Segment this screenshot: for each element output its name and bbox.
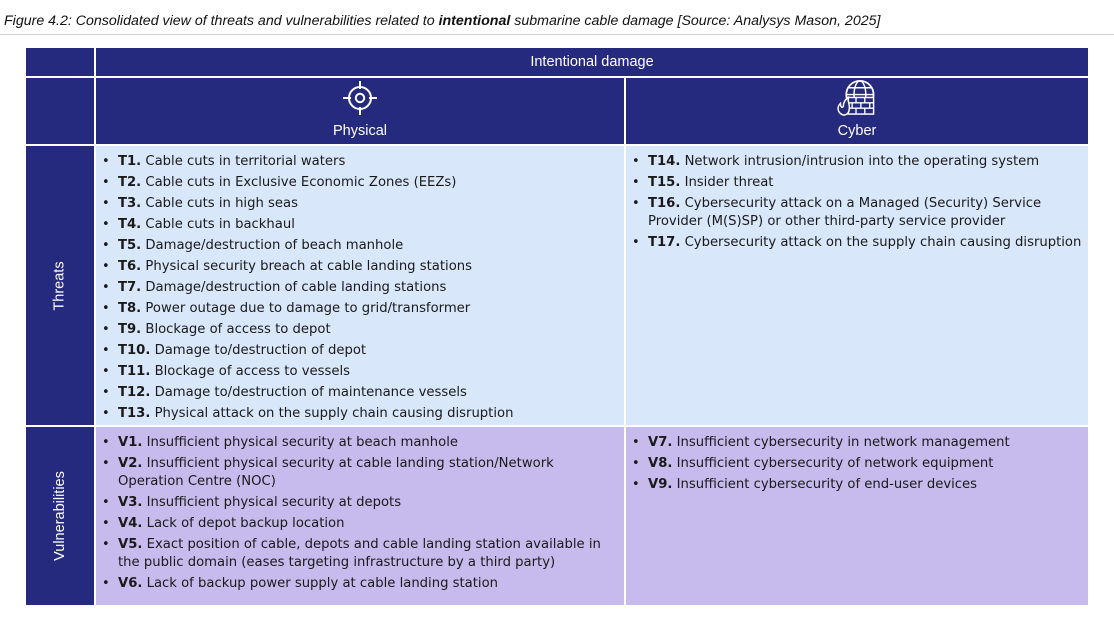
cell-vulnerabilities-cyber [626,427,1088,605]
cell-vulnerabilities-physical [96,427,624,605]
item-code: T15. [648,175,681,190]
item-code: V5. [118,537,143,552]
firewall-globe-icon [834,78,880,117]
corner-cell-lower [26,78,94,144]
item-text: Network intrusion/intrusion into the operating system [684,154,1040,169]
item-code: V2. [118,456,143,471]
item-text: Insufficient cybersecurity of network equipment [676,456,994,471]
list-item [96,363,618,381]
item-code: T17. [648,235,681,250]
item-text: Damage to/destruction of maintenance vessels [154,385,467,400]
caption-emphasis: intentional [438,13,511,29]
list-item [96,258,618,276]
item-text: Insufficient cybersecurity of end-user devices [676,477,978,492]
item-code: V4. [118,516,143,531]
item-code: V8. [648,456,673,471]
cell-threats-cyber [626,146,1088,425]
item-text: Physical attack on the supply chain causing disruption [154,406,514,421]
list-item [626,455,1082,473]
threats-vulnerabilities-table [26,48,1088,605]
row-label-vulnerabilities-text: Vulnerabilities [52,471,69,561]
list-item [626,476,1082,494]
item-text: Cybersecurity attack on a Managed (Security) Service Provider (M(S)SP) or other third-party service provider [648,196,1042,229]
item-text: Insufficient cybersecurity in network management [676,435,1010,450]
table-title: Intentional damage [96,48,1088,76]
item-code: T3. [118,196,142,211]
item-text: Cable cuts in territorial waters [145,154,346,169]
vulnerabilities-physical-list [96,427,624,593]
item-text: Cybersecurity attack on the supply chain causing disruption [684,235,1082,250]
list-item [96,237,618,255]
item-code: T6. [118,259,142,274]
caption-prefix: Figure 4.2: Consolidated view of threats and vulnerabilities related to [4,13,435,29]
list-item [96,279,618,297]
caption-divider [0,34,1114,35]
list-item [96,321,618,339]
item-code: T8. [118,301,142,316]
item-code: T9. [118,322,142,337]
row-label-vulnerabilities [26,427,94,605]
item-text: Damage/destruction of cable landing stations [145,280,447,295]
item-text: Physical security breach at cable landing stations [145,259,472,274]
item-text: Cable cuts in high seas [145,196,298,211]
threats-cyber-list [626,146,1088,252]
corner-cell [26,48,94,76]
item-code: V6. [118,576,143,591]
item-text: Cable cuts in Exclusive Economic Zones (EEZs) [145,175,457,190]
list-item [96,153,618,171]
item-code: T2. [118,175,142,190]
item-text: Lack of backup power supply at cable landing station [146,576,499,591]
item-text: Insufficient physical security at depots [146,495,402,510]
vulnerabilities-cyber-list [626,427,1088,494]
list-item [96,434,618,452]
threats-physical-list [96,146,624,423]
item-text: Insufficient physical security at beach manhole [146,435,458,450]
row-label-threats [26,146,94,425]
item-text: Insider threat [684,175,774,190]
item-text: Lack of depot backup location [146,516,345,531]
item-text: Blockage of access to depot [145,322,331,337]
item-text: Damage/destruction of beach manhole [145,238,404,253]
list-item [96,174,618,192]
list-item [626,174,1082,192]
item-code: V9. [648,477,673,492]
caption-suffix: submarine cable damage [Source: Analysys Mason, 2025] [514,13,881,29]
item-code: T10. [118,343,151,358]
figure-caption [4,13,880,29]
list-item [96,455,618,491]
item-code: T5. [118,238,142,253]
list-item [96,515,618,533]
list-item [626,195,1082,231]
item-code: T7. [118,280,142,295]
list-item [96,384,618,402]
item-code: T16. [648,196,681,211]
item-text: Insufficient physical security at cable landing station/Network Operation Centre (NOC) [118,456,554,489]
item-text: Exact position of cable, depots and cable landing station available in the public domain (eases targeting infrastructure by a third party) [118,537,601,570]
column-header-physical [96,78,624,144]
cell-threats-physical [96,146,624,425]
column-label-cyber: Cyber [837,123,877,139]
list-item [96,195,618,213]
item-code: T13. [118,406,151,421]
list-item [96,494,618,512]
item-code: V1. [118,435,143,450]
list-item [626,434,1082,452]
item-code: T12. [118,385,151,400]
list-item [96,216,618,234]
list-item [96,575,618,593]
list-item [626,234,1082,252]
item-text: Cable cuts in backhaul [145,217,295,232]
list-item [96,342,618,360]
item-text: Blockage of access to vessels [154,364,351,379]
column-label-physical: Physical [333,123,387,139]
item-text: Damage to/destruction of depot [154,343,367,358]
item-code: T1. [118,154,142,169]
item-code: T11. [118,364,151,379]
item-code: V7. [648,435,673,450]
list-item [96,405,618,423]
row-label-threats-text: Threats [51,260,68,311]
item-code: T14. [648,154,681,169]
column-header-cyber [626,78,1088,144]
list-item [96,536,618,572]
item-code: V3. [118,495,143,510]
item-text: Power outage due to damage to grid/transformer [145,301,471,316]
list-item [626,153,1082,171]
item-code: T4. [118,217,142,232]
target-crosshair-icon [340,79,380,117]
list-item [96,300,618,318]
